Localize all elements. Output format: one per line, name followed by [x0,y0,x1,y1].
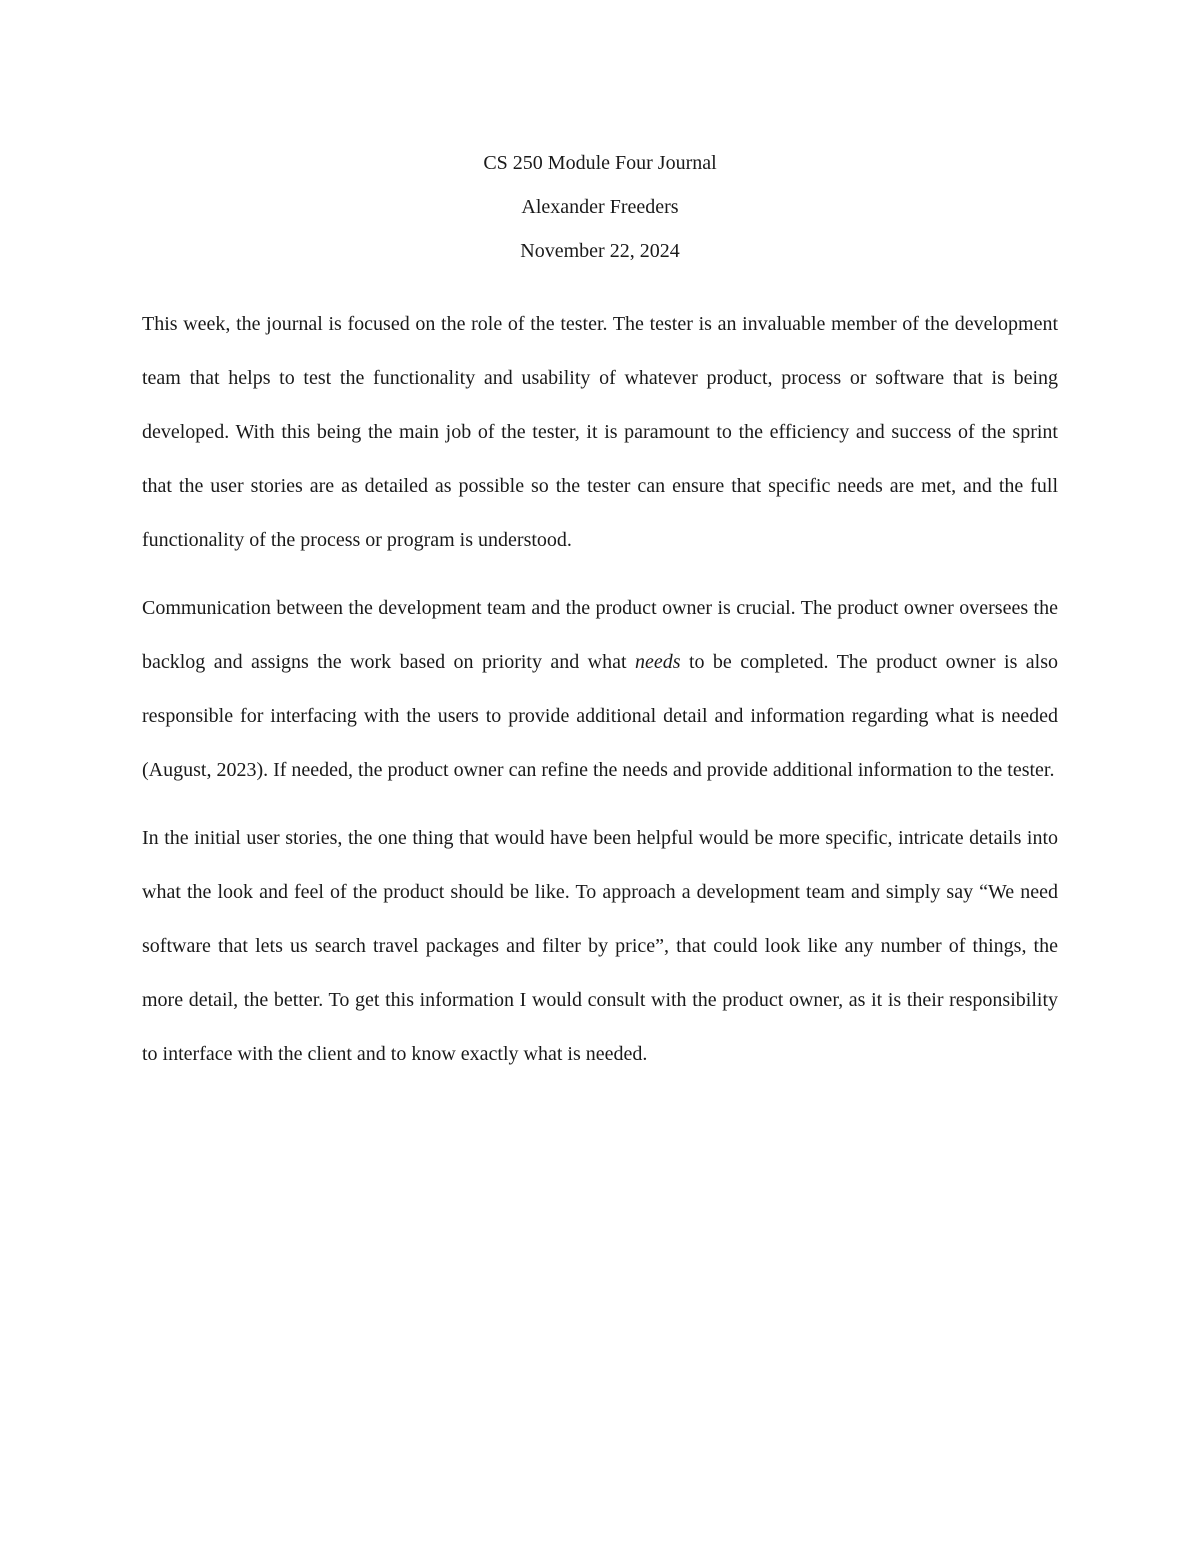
paragraph-2-emphasis: needs [634,651,681,673]
paragraph-2-part-1: Communication between the development team and the product owner is crucial. The product owner oversees the backlog and assigns the work based on priority and what [142,597,1058,673]
paragraph-2-part-2: to be completed. The product owner is also responsible for interfacing with the users to provide additional detail and information regarding what is needed (August, 2023). If needed, the product owner can refine the needs and provide additional information to the tester. [142,651,1058,781]
document-body [142,297,1058,1095]
paragraph-2 [142,581,1058,797]
document-author: Alexander Freeders [521,196,679,218]
document-title: CS 250 Module Four Journal [483,152,717,174]
paragraph-1: This week, the journal is focused on the role of the tester. The tester is an invaluable member of the development team that helps to test the functionality and usability of whatever product, process or software that is being developed. With this being the main job of the tester, it is paramount to the efficiency and success of the sprint that the user stories are as detailed as possible so the tester can ensure that specific needs are met, and the full functionality of the process or program is understood. [142,313,1058,551]
paragraph-3: In the initial user stories, the one thing that would have been helpful would be more specific, intricate details into what the look and feel of the product should be like. To approach a development team and simply say “We need software that lets us search travel packages and filter by price”, that could look like any number of things, the more detail, the better. To get this information I would consult with the product owner, as it is their responsibility to interface with the client and to know exactly what is needed. [142,827,1058,1065]
document-date: November 22, 2024 [520,240,680,262]
title-block [0,141,1200,273]
